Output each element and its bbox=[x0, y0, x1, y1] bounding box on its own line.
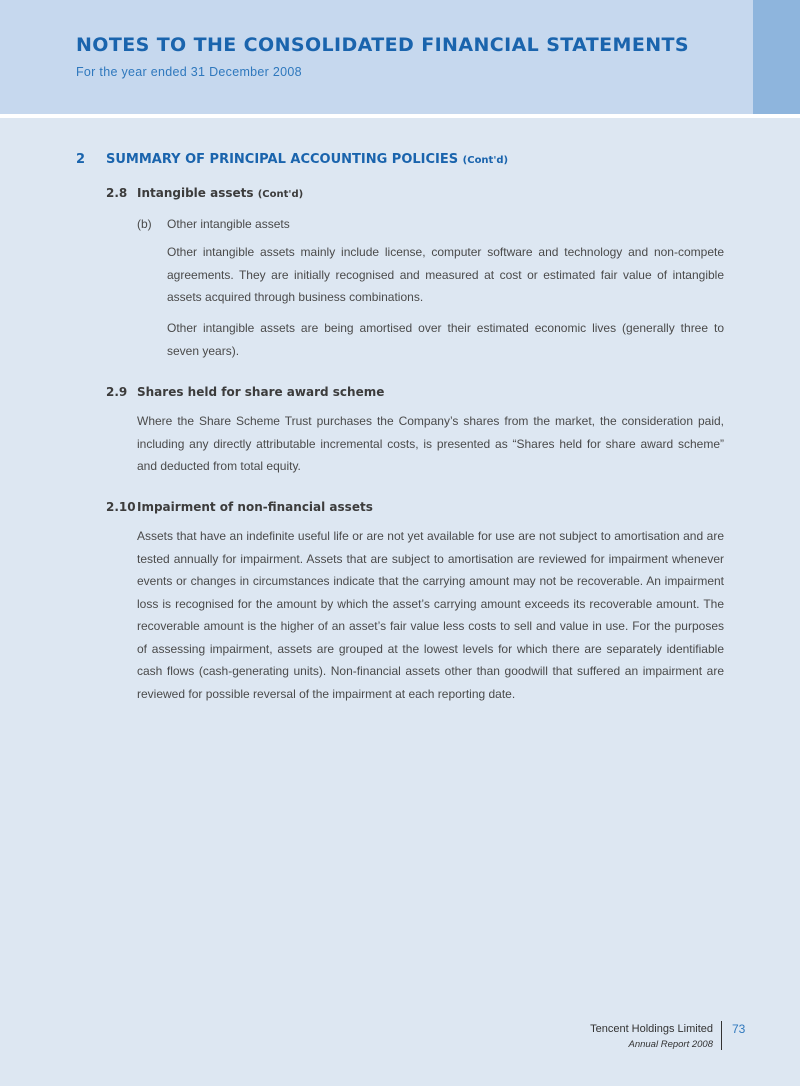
subsection-title: Impairment of non-financial assets bbox=[137, 500, 373, 514]
item-heading-b bbox=[137, 217, 290, 231]
item-mark: (b) bbox=[137, 217, 152, 231]
item-title: Other intangible assets bbox=[167, 217, 290, 231]
subsection-number: 2.8 bbox=[106, 186, 128, 200]
subsection-heading-2-8 bbox=[106, 186, 303, 200]
paragraph-share-award: Where the Share Scheme Trust purchases the Company’s shares from the market, the consideration paid, including any directly attributable incremental costs, is presented as “Shares held for share award scheme” and deducted from total equity. bbox=[137, 414, 724, 473]
header-tab bbox=[753, 0, 800, 114]
subsection-contd: (Cont'd) bbox=[257, 189, 304, 200]
section-number: 2 bbox=[76, 152, 86, 167]
subsection-number: 2.10 bbox=[106, 500, 136, 514]
subsection-title: Intangible assets bbox=[137, 186, 254, 200]
header-band bbox=[0, 0, 800, 114]
section-heading bbox=[76, 152, 508, 167]
footer-report-title: Annual Report 2008 bbox=[628, 1039, 713, 1050]
paragraph-other-intangibles: Other intangible assets mainly include license, computer software and technology and non-compete agreements. They are initially recognised and measured at cost or estimated fair value of intangible assets acquired through business combinations. bbox=[167, 245, 724, 304]
subsection-number: 2.9 bbox=[106, 385, 128, 399]
subsection-title: Shares held for share award scheme bbox=[137, 385, 385, 399]
footer-divider bbox=[721, 1021, 722, 1050]
subsection-heading-2-9 bbox=[106, 385, 384, 399]
page-title: NOTES TO THE CONSOLIDATED FINANCIAL STATEMENTS bbox=[76, 34, 689, 56]
section-contd: (Cont'd) bbox=[462, 155, 509, 166]
paragraph-amortisation: Other intangible assets are being amortised over their estimated economic lives (generally three to seven years). bbox=[167, 321, 724, 358]
section-title: SUMMARY OF PRINCIPAL ACCOUNTING POLICIES bbox=[106, 152, 459, 167]
paragraph-impairment: Assets that have an indefinite useful life or are not yet available for use are not subject to amortisation and are tested annually for impairment. Assets that are subject to amortisation are reviewed for impairment whenever events or changes in circumstances indicate that the carrying amount may not be recoverable. An impairment loss is recognised for the amount by which the asset’s carrying amount exceeds its recoverable amount. The recoverable amount is the higher of an asset’s fair value less costs to sell and value in use. For the purposes of assessing impairment, assets are grouped at the lowest levels for which there are separately identifiable cash flows (cash-generating units). Non-financial assets other than goodwill that suffered an impairment are reviewed for possible reversal of the impairment at each reporting date. bbox=[137, 529, 724, 701]
footer-company: Tencent Holdings Limited bbox=[590, 1023, 713, 1035]
subsection-heading-2-10 bbox=[106, 500, 373, 514]
page-number: 73 bbox=[732, 1022, 746, 1036]
page-subtitle: For the year ended 31 December 2008 bbox=[76, 65, 302, 79]
header-divider bbox=[0, 114, 800, 118]
